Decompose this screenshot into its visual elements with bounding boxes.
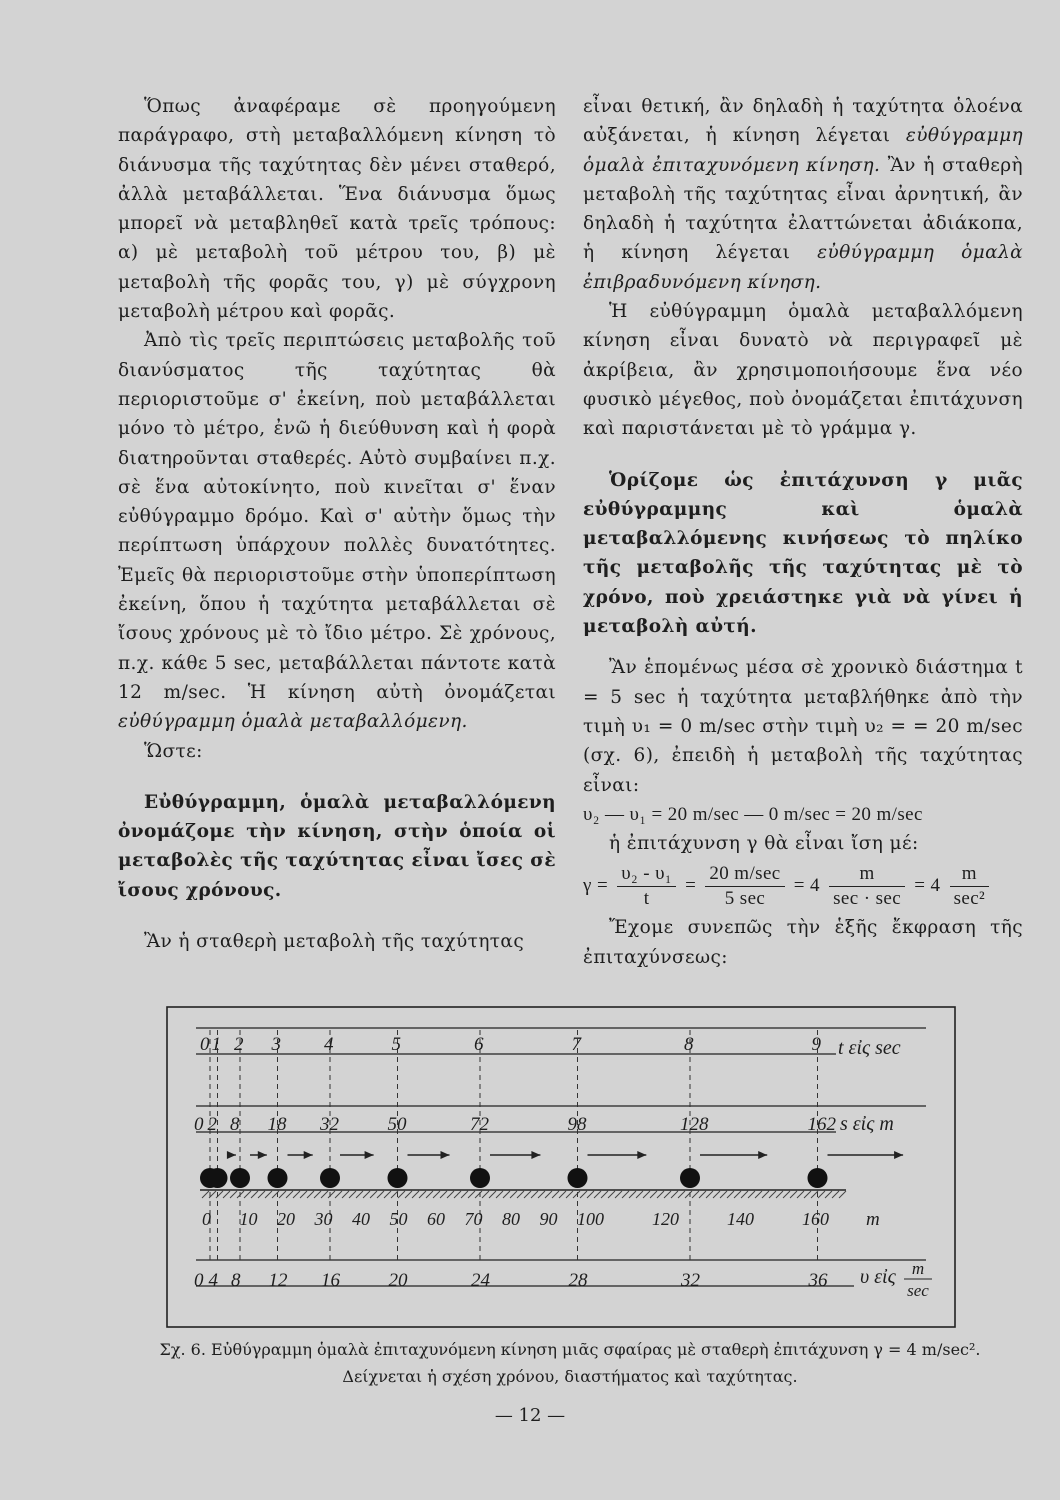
hatch-stroke [783, 1191, 790, 1198]
time-tick-label: 5 [391, 1034, 401, 1055]
hatch-stroke [398, 1191, 405, 1198]
velocity-label: 28 [568, 1270, 588, 1291]
ball [230, 1168, 250, 1188]
hatch-stroke [440, 1191, 447, 1198]
paragraph: Ὥστε: [144, 740, 203, 762]
distance-axis-label: s εἰς m [840, 1113, 894, 1135]
time-tick-label: 6 [474, 1034, 484, 1055]
hatch-stroke [447, 1191, 454, 1198]
hatch-stroke [258, 1191, 265, 1198]
hatch-stroke [769, 1191, 776, 1198]
hatch-stroke [734, 1191, 741, 1198]
hatch-stroke [706, 1191, 713, 1198]
hatch-stroke [762, 1191, 769, 1198]
hatch-stroke [489, 1191, 496, 1198]
ball [568, 1168, 588, 1188]
time-tick-label: 7 [571, 1034, 581, 1055]
hatch-stroke [804, 1191, 811, 1198]
paragraph [118, 326, 556, 736]
hatch-stroke [643, 1191, 650, 1198]
ball [388, 1168, 408, 1188]
time-tick-label: 3 [271, 1034, 281, 1055]
hatch-stroke [230, 1191, 237, 1198]
motion-diagram [166, 1006, 956, 1328]
hatch-stroke [608, 1191, 615, 1198]
hatch-stroke [797, 1191, 804, 1198]
hatch-stroke [832, 1191, 839, 1198]
hatch-stroke [293, 1191, 300, 1198]
distance-label: 98 [567, 1114, 587, 1135]
ball [808, 1168, 828, 1188]
hatch-stroke [657, 1191, 664, 1198]
velocity-arrowhead [531, 1151, 540, 1159]
hatch-stroke [202, 1191, 209, 1198]
fraction-denominator: 5 sec [724, 888, 766, 910]
equation-acceleration [583, 862, 1023, 911]
hatch-stroke [629, 1191, 636, 1198]
hatch-stroke [475, 1191, 482, 1198]
fraction-numerator: υ₂ - υ₁ [617, 862, 676, 887]
left-column [118, 92, 556, 956]
paragraph-text: εἶναι θετική, ἂν δηλαδὴ ἡ ταχύτητα ὁλοένα αὐξάνεται, ἡ κίνηση λέγεται [583, 96, 1023, 147]
caption-line: Δείχνεται ἡ σχέση χρόνου, διαστήματος καὶ ταχύτητας. [342, 1367, 798, 1386]
hatch-stroke [720, 1191, 727, 1198]
term-italic: εὐθύγραμμη ὁμαλὰ ἐπιταχυνόμενη κίνηση. [583, 125, 1023, 176]
hatch-stroke [384, 1191, 391, 1198]
velocity-label: 24 [471, 1270, 490, 1291]
hatch-stroke [433, 1191, 440, 1198]
paragraph-text: Ἀπὸ τὶς τρεῖς περιπτώσεις μεταβολῆς τοῦ διανύσματος τῆς ταχύτητας θὰ περιοριστοῦμε σ' ἐκείνη, ποὺ μεταβάλλεται μόνο τὸ μέτρο, ἐνῶ ἡ διεύθυνση καὶ ἡ φορὰ διατηροῦνται σταθερές. Αὐτὸ συμβαίνει π.χ. σὲ ἕνα αὐτοκίνητο, ποὺ κινεῖται σ' ἕναν εὐθύγραμμο δρόμο. Καὶ σ' αὐτὴν ὅμως τὴν περίπτωση ὑπάρχουν πολλὲς δυνατότητες. Ἐμεῖς θὰ περιοριστοῦμε στὴν ὑποπερίπτωση ἐκείνη, ὅπου ἡ ταχύτητα μεταβάλλεται σὲ ἴσους χρόνους μὲ τὸ ἴδιο μέτρο. Σὲ χρόνους, π.χ. κάθε 5 sec, μεταβάλλεται πάντοτε κατὰ 12 m/sec. Ἡ κίνηση αὐτὴ ὀνομάζεται [118, 330, 556, 703]
hatch-stroke [636, 1191, 643, 1198]
hatch-stroke [314, 1191, 321, 1198]
fraction [950, 862, 990, 911]
hatch-stroke [692, 1191, 699, 1198]
eq-sign: = [685, 875, 697, 897]
hatch-stroke [370, 1191, 377, 1198]
hatch-stroke [454, 1191, 461, 1198]
paragraph: Ὅπως ἀναφέραμε σὲ προηγούμενη παράγραφο, στὴ μεταβαλλόμενη κίνηση τὸ διάνυσμα τῆς ταχύτητας δὲν μένει σταθερό, ἀλλὰ μεταβάλλεται. Ἕνα διάνυσμα ὅμως μπορεῖ νὰ μεταβληθεῖ κατὰ τρεῖς τρόπους: α) μὲ μεταβολὴ τοῦ μέτρου του, β) μὲ μεταβολὴ τῆς φορᾶς του, γ) μὲ σύγχρονη μεταβολὴ μέτρου καὶ φορᾶς. [118, 96, 556, 323]
distance-label: 0 [194, 1114, 204, 1135]
scale-tick-label: 160 [802, 1209, 829, 1229]
velocity-label: 4 [208, 1270, 218, 1291]
velocity-arrowhead [258, 1151, 267, 1159]
fraction [705, 862, 784, 911]
hatch-stroke [342, 1191, 349, 1198]
paragraph: Ἂν ἑπομένως μέσα σὲ χρονικὸ διάστημα t = 5 sec ἡ ταχύτητα μεταβλήθηκε ἀπὸ τὴν τιμὴ υ₁ = 0 m/sec στὴν τιμὴ υ₂ = = 20 m/sec (σχ. 6), ἐπειδὴ ἡ μεταβολὴ τῆς ταχύτητας εἶναι: [583, 657, 1023, 796]
hatch-stroke [622, 1191, 629, 1198]
hatch-stroke [755, 1191, 762, 1198]
distance-label: 2 [207, 1114, 217, 1135]
velocity-label: 36 [808, 1270, 828, 1291]
hatch-stroke [531, 1191, 538, 1198]
velocity-unit-numerator: m [911, 1259, 925, 1278]
page-number: — 12 — [494, 1405, 566, 1426]
hatch-stroke [699, 1191, 706, 1198]
velocity-label: 20 [388, 1270, 408, 1291]
fraction [829, 862, 905, 911]
eq-sign: = 4 [914, 875, 941, 897]
scale-tick-label: 80 [502, 1209, 520, 1229]
velocity-arrowhead [758, 1151, 767, 1159]
hatch-stroke [559, 1191, 566, 1198]
hatch-stroke [615, 1191, 622, 1198]
eq-lhs: γ = [583, 875, 609, 897]
hatch-stroke [419, 1191, 426, 1198]
hatch-stroke [391, 1191, 398, 1198]
velocity-label: 16 [321, 1270, 340, 1291]
velocity-arrowhead [365, 1151, 374, 1159]
scale-tick-label: 50 [389, 1209, 408, 1229]
hatch-stroke [426, 1191, 433, 1198]
paragraph: ἡ ἐπιτάχυνση γ θὰ εἶναι ἴση μέ: [609, 833, 919, 855]
hatch-stroke [524, 1191, 531, 1198]
hatch-stroke [748, 1191, 755, 1198]
eq-sign: = 4 [793, 875, 820, 897]
fraction-denominator: t [643, 888, 650, 910]
distance-label: 72 [470, 1114, 489, 1135]
fraction-numerator: m [950, 862, 990, 887]
scale-tick-label: 70 [464, 1209, 483, 1229]
paragraph: Ἔχομε συνεπῶς τὴν ἑξῆς ἔκφραση τῆς ἐπιταχύνσεως: [583, 917, 1023, 968]
caption-line: Σχ. 6. Εὐθύγραμμη ὁμαλὰ ἐπιταχυνόμενη κίνηση μιᾶς σφαίρας μὲ σταθερὴ ἐπιτάχυνση γ = 4 m/sec². [159, 1340, 981, 1359]
hatch-stroke [580, 1191, 587, 1198]
velocity-label: 12 [268, 1270, 288, 1291]
time-axis-label: t εἰς sec [838, 1037, 901, 1059]
distance-label: 50 [387, 1114, 407, 1135]
ball [470, 1168, 490, 1188]
distance-label: 162 [807, 1114, 836, 1135]
velocity-arrowhead [637, 1151, 646, 1159]
scale-tick-label: 60 [427, 1209, 445, 1229]
fraction-numerator: 20 m/sec [705, 862, 784, 887]
velocity-label: 8 [231, 1270, 241, 1291]
velocity-unit-denominator: sec [907, 1281, 929, 1300]
velocity-arrowhead [894, 1151, 903, 1159]
distance-label: 32 [320, 1114, 339, 1135]
velocity-arrowhead [304, 1151, 313, 1159]
scale-tick-label: 20 [277, 1209, 295, 1229]
hatch-stroke [265, 1191, 272, 1198]
hatch-stroke [356, 1191, 363, 1198]
term-italic: εὐθύγραμμη ὁμαλὰ ἐπιβραδυνόμενη κίνηση. [583, 242, 1023, 293]
paragraph [583, 92, 1023, 297]
hatch-stroke [538, 1191, 545, 1198]
diagram-marks [194, 1030, 903, 1291]
scale-tick-label: 30 [314, 1209, 333, 1229]
hatch-stroke [573, 1191, 580, 1198]
scale-tick-label: 120 [652, 1209, 679, 1229]
ball [208, 1168, 228, 1188]
hatch-stroke [461, 1191, 468, 1198]
hatch-stroke [377, 1191, 384, 1198]
paragraph: Ἂν ἡ σταθερὴ μεταβολὴ τῆς ταχύτητας [144, 931, 525, 953]
hatch-stroke [335, 1191, 342, 1198]
hatch-stroke [496, 1191, 503, 1198]
hatch-stroke [790, 1191, 797, 1198]
hatch-stroke [286, 1191, 293, 1198]
fraction [617, 862, 676, 911]
hatch-stroke [601, 1191, 608, 1198]
hatch-stroke [594, 1191, 601, 1198]
scale-tick-label: 100 [577, 1209, 604, 1229]
scale-tick-label: 140 [727, 1209, 754, 1229]
hatch-stroke [349, 1191, 356, 1198]
definition-bold: Ὁρίζομε ὡς ἐπιτάχυνση γ μιᾶς εὐθύγραμμης καὶ ὁμαλὰ μεταβαλλόμενης κινήσεως τὸ πηλίκο τῆς μεταβολῆς τῆς ταχύτητας μὲ τὸ χρόνο, ποὺ χρειάστηκε γιὰ νὰ γίνει ἡ μεταβολὴ αὐτή. [583, 469, 1023, 638]
hatch-stroke [664, 1191, 671, 1198]
paragraph: Ἡ εὐθύγραμμη ὁμαλὰ μεταβαλλόμενη κίνηση εἶναι δυνατὸ νὰ περιγραφεῖ μὲ ἀκρίβεια, ἂν χρησιμοποιήσουμε ἕνα νέο φυσικὸ μέγεθος, ποὺ ὀνομάζεται ἐπιτάχυνση καὶ παριστάνεται μὲ τὸ γράμμα γ. [583, 301, 1023, 440]
time-tick-label: 0 [200, 1034, 210, 1055]
hatch-stroke [825, 1191, 832, 1198]
hatch-stroke [328, 1191, 335, 1198]
hatch-stroke [405, 1191, 412, 1198]
hatch-stroke [818, 1191, 825, 1198]
fraction-denominator: sec² [953, 888, 986, 910]
paragraph-text: Ἂν ἡ σταθερὴ μεταβολὴ τῆς ταχύτητας εἶναι ἀρνητική, ἂν δηλαδὴ ἡ ταχύτητα ἐλαττώνεται ἀδιάκοπα, ἡ κίνηση λέγεται [583, 154, 1023, 264]
velocity-arrowhead [441, 1151, 450, 1159]
hatch-stroke [552, 1191, 559, 1198]
hatch-stroke [510, 1191, 517, 1198]
hatch-stroke [412, 1191, 419, 1198]
hatch-stroke [566, 1191, 573, 1198]
hatch-stroke [244, 1191, 251, 1198]
velocity-label: 32 [681, 1270, 700, 1291]
hatch-stroke [482, 1191, 489, 1198]
velocity-arrowhead [227, 1151, 236, 1159]
velocity-axis-label: υ εἰς [860, 1266, 896, 1288]
ball [320, 1168, 340, 1188]
distance-label: 8 [230, 1114, 240, 1135]
time-tick-label: 9 [811, 1034, 821, 1055]
hatch-stroke [363, 1191, 370, 1198]
ball [268, 1168, 288, 1188]
time-tick-label: 2 [234, 1034, 244, 1055]
scale-tick-label: 90 [539, 1209, 558, 1229]
hatch-stroke [811, 1191, 818, 1198]
hatch-stroke [678, 1191, 685, 1198]
hatch-stroke [587, 1191, 594, 1198]
scale-tick-label: 10 [239, 1209, 258, 1229]
hatch-stroke [741, 1191, 748, 1198]
equation-velocity-change: υ₂ — υ₁ = 20 m/sec — 0 m/sec = 20 m/sec [583, 803, 923, 825]
hatch-stroke [223, 1191, 230, 1198]
hatch-stroke [300, 1191, 307, 1198]
hatch-stroke [503, 1191, 510, 1198]
definition-bold: Εὐθύγραμμη, ὁμαλὰ μεταβαλλόμενη ὀνομάζομε τὴν κίνηση, στὴν ὁποία οἱ μεταβολὲς τῆς ταχύτητας εἶναι ἴσες σὲ ἴσους χρόνους. [118, 791, 556, 901]
hatch-stroke [321, 1191, 328, 1198]
fraction-numerator: m [829, 862, 905, 887]
scale-unit-label: m [866, 1209, 880, 1230]
hatch-stroke [251, 1191, 258, 1198]
hatch-stroke [468, 1191, 475, 1198]
hatch-stroke [517, 1191, 524, 1198]
distance-label: 18 [267, 1114, 287, 1135]
hatch-stroke [671, 1191, 678, 1198]
ball [680, 1168, 700, 1188]
hatch-stroke [650, 1191, 657, 1198]
velocity-label: 0 [194, 1270, 204, 1291]
hatch-stroke [545, 1191, 552, 1198]
hatch-stroke [685, 1191, 692, 1198]
time-tick-label: 1 [211, 1034, 221, 1055]
hatch-stroke [727, 1191, 734, 1198]
distance-label: 128 [680, 1114, 709, 1135]
time-tick-label: 8 [684, 1034, 694, 1055]
fraction-denominator: sec · sec [833, 888, 902, 910]
hatch-stroke [776, 1191, 783, 1198]
figure-caption [130, 1336, 1010, 1390]
hatch-stroke [713, 1191, 720, 1198]
scale-tick-label: 0 [202, 1209, 211, 1229]
right-column [583, 92, 1023, 972]
time-tick-label: 4 [324, 1034, 334, 1055]
scale-tick-label: 40 [352, 1209, 370, 1229]
hatch-stroke [839, 1191, 846, 1198]
term-italic: εὐθύγραμμη ὁμαλὰ μεταβαλλόμενη. [118, 711, 468, 733]
hatch-stroke [307, 1191, 314, 1198]
hatch-stroke [279, 1191, 286, 1198]
ground-hatching [202, 1191, 846, 1198]
